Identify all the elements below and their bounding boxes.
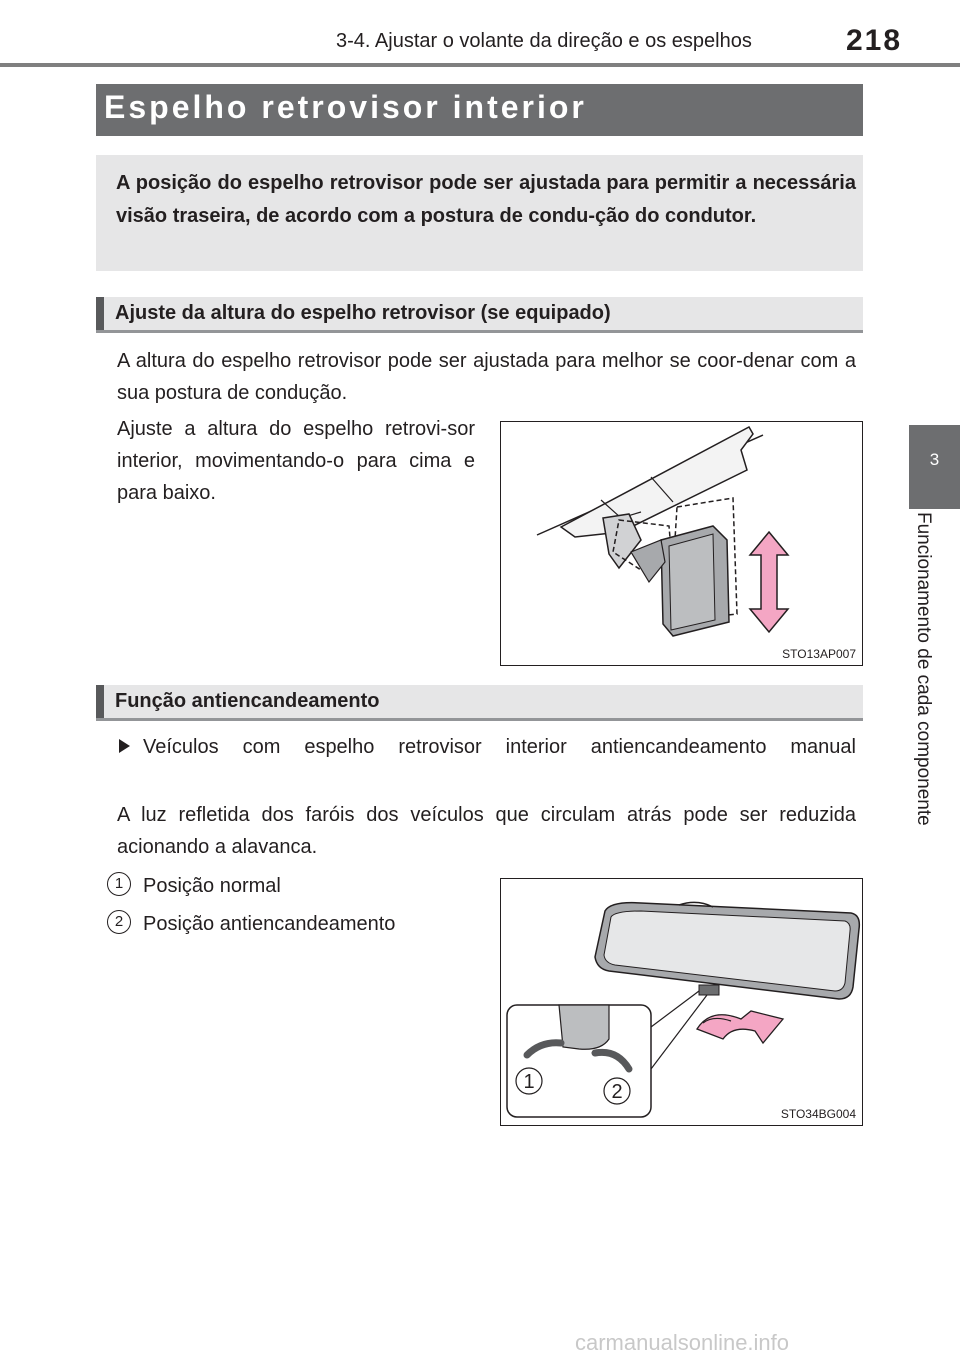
heading-marker [96,685,104,718]
callout-1: 1 [523,1071,535,1093]
section-header: 3-4. Ajustar o volante da direção e os espelhos [336,30,752,52]
bullet-text-line [143,731,856,763]
bullet-triangle-icon [119,739,130,753]
antiglare-section-heading [96,685,863,721]
intro-text: A posição do espelho retrovisor pode ser ajustada para permitir a necessária visão traseira, de acordo com a postura de condu-ção do condutor. [116,172,856,227]
page-number: 218 [846,24,903,57]
item-label-1: Posição normal [143,875,281,897]
chapter-label: Funcionamento de cada componente [913,512,934,826]
antiglare-illustration [501,879,862,1125]
header-divider [0,63,960,67]
antiglare-heading-text: Função antiencandeamento [115,690,380,712]
height-paragraph-1: A altura do espelho retrovisor pode ser ajustada para melhor se coor-denar com a sua postura de condução. [117,350,856,404]
chapter-number: 3 [929,450,940,469]
item-label-2: Posição antiencandeamento [143,913,396,935]
page-title: Espelho retrovisor interior [104,89,587,125]
callout-2: 2 [611,1081,623,1103]
mirror-height-figure [500,421,863,666]
antiglare-figure [500,878,863,1126]
figure-code: STO34BG004 [780,1107,856,1121]
bullet-text: Veículos com espelho retrovisor interior antiencandeamento manual [143,736,856,758]
item-number-2: 2 [107,910,131,934]
height-section-heading [96,297,863,333]
heading-marker [96,297,104,330]
figure-code: STO13AP007 [782,647,856,661]
height-heading-text: Ajuste da altura do espelho retrovisor (se equipado) [115,302,611,324]
watermark: carmanualsonline.info [575,1330,790,1355]
antiglare-paragraph: A luz refletida dos faróis dos veículos que circulam atrás pode ser reduzida acionando a alavanca. [117,804,856,858]
item-number-1: 1 [107,872,131,896]
mirror-height-illustration [501,422,862,665]
height-paragraph-2: Ajuste a altura do espelho retrovi-sor interior, movimentando-o para cima e para baixo. [117,418,475,504]
